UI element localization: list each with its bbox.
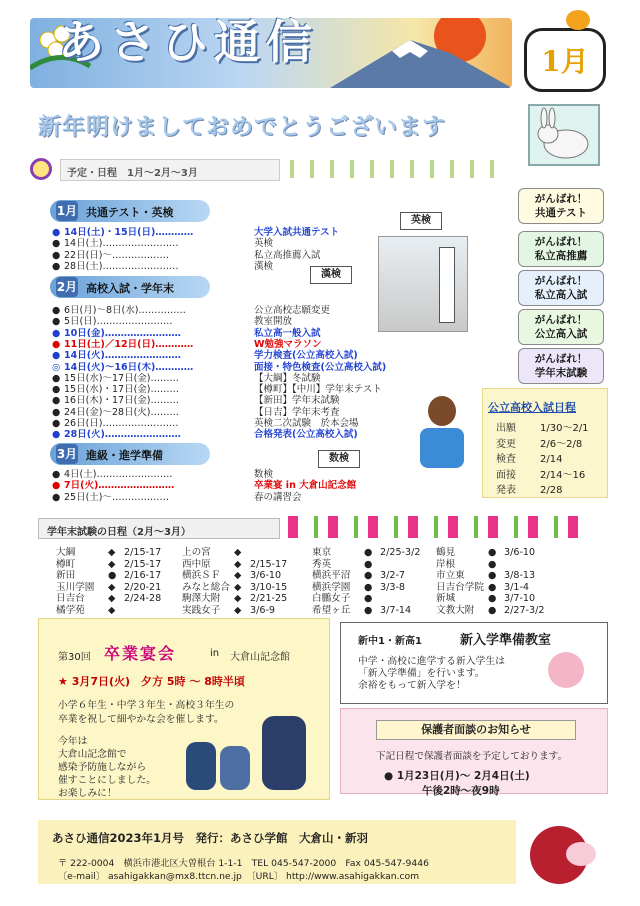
row-event: 面接・特色検査(公立高校入試) (254, 361, 387, 373)
schedule-row (52, 429, 454, 440)
exam-mark: ● (364, 593, 373, 604)
schedule-row (52, 373, 454, 384)
graduation-note: 今年は 大倉山記念館で 感染予防施しながら 催すことにしました。 お楽しみに！ (58, 736, 156, 799)
row-date: 6日(月)～8日(水)…………… (64, 305, 186, 316)
month-badge: 1月 (524, 28, 606, 92)
exam-mark: ◆ (108, 593, 116, 604)
exam-school: 橘学苑 (56, 604, 85, 616)
exam-dates: 3/1-4 (504, 581, 530, 593)
row-bullet: ● (52, 350, 61, 362)
exam-school: 鶴見 (436, 547, 456, 558)
exam-school: 上の宮 (182, 547, 211, 558)
footer-issue: あさひ通信2023年1月号 発行：あさひ学館 大倉山・新羽 (52, 831, 369, 845)
row-event: 合格発表(公立高校入試) (254, 429, 358, 441)
row-date: 22日(日)～……………… (64, 249, 170, 261)
schedule-header: 予定・日程 1月～2月～3月 (60, 159, 280, 181)
exam-school: 市立東 (436, 570, 465, 581)
exam-school: 日吉台学院 (436, 581, 484, 593)
row-event: 【日吉】学年末考査 (254, 406, 340, 418)
exam-mark: ◆ (234, 558, 242, 570)
schedule-row (52, 418, 454, 429)
row-event: 学力検査(公立高校入試) (254, 350, 358, 362)
schedule-row (52, 384, 454, 395)
row-bullet: ● (52, 372, 61, 384)
row-bullet: ● (52, 260, 61, 272)
exam-school: 玉川学園 (56, 581, 95, 593)
student-illustration (410, 392, 472, 472)
exam-mark: ◆ (108, 604, 116, 616)
row-event: 漢検 (254, 260, 274, 272)
row-event: 数検 (254, 469, 274, 480)
row-bullet: ● (52, 305, 61, 316)
new-enrollment-title: 新入学準備教室 (460, 633, 552, 648)
row-event: 【樽町】【中川】学年末テスト (254, 384, 382, 396)
exam-school: 日吉台 (56, 593, 85, 604)
row-event: 春の講習会 (254, 491, 302, 503)
footer-address: 〒 222-0004 横浜市港北区大曽根台 1-1-1 TEL 045-547-2000 Fax 045-547-9446 (58, 858, 429, 869)
exam-mark: ● (488, 547, 497, 558)
schedule-row (52, 362, 454, 373)
row-bullet: ● (52, 406, 61, 418)
row-event: 【大綱】冬試験 (254, 372, 321, 384)
section-mar-num: 3月 (56, 444, 78, 464)
row-bullet: ● (52, 327, 61, 339)
exam-dates: 2/25-3/2 (380, 547, 421, 558)
row-bullet: ● (52, 469, 61, 480)
section-jan (50, 200, 210, 222)
row-event: W勉強マラソン (254, 338, 322, 350)
exam-mark: ● (364, 604, 373, 616)
exam-school: 実践女子 (182, 604, 221, 616)
row-bullet: ● (52, 384, 61, 396)
schedule-row (52, 339, 454, 350)
exam-dates: 3/6-9 (250, 604, 276, 616)
row-date: 10日(金)…………………… (64, 327, 181, 339)
row-date: 26日(日)…………………… (64, 418, 179, 429)
row-bullet: ◎ (52, 361, 61, 373)
exam-dates: 2/15-17 (124, 558, 162, 570)
public-exam-label: 変更 (496, 438, 516, 450)
row-date: 14日(土)・15日(日)………… (64, 227, 194, 238)
exam-school: 横浜平沼 (312, 570, 351, 581)
footer-contact: 〔e-mail〕 asahigakkan@mx8.ttcn.ne.jp 〔URL〕 http://www.asahigakkan.com (58, 871, 420, 882)
exam-school: 東京 (312, 547, 332, 558)
decorative-leaves (290, 160, 510, 178)
graduation-venue: 大倉山記念館 (230, 652, 290, 663)
row-date: 4日(土)…………………… (64, 469, 173, 480)
exam-gate-illustration (378, 236, 468, 332)
row-date: 28日(土)…………………… (64, 260, 179, 272)
exam-dates: 3/8-13 (504, 570, 536, 581)
graduation-desc: 小学６年生・中学３年生・高校３年生の 卒業を祝して細やかな会を催します。 (58, 700, 235, 725)
exam-dates: 2/27-3/2 (504, 604, 545, 616)
row-bullet: ● (52, 227, 61, 238)
exam-mark: ◆ (108, 558, 116, 570)
row-event: 大学入試共通テスト (254, 227, 340, 238)
public-exam-label: 検査 (496, 454, 516, 465)
row-bullet: ● (52, 418, 61, 429)
section-mar (50, 443, 210, 465)
parent-meeting-title: 保護者面談のお知らせ (376, 720, 576, 740)
exam-dates: 2/15-17 (250, 558, 288, 570)
exam-mark: ● (488, 558, 497, 570)
exam-dates: 2/16-17 (124, 570, 162, 581)
exam-school: 新田 (56, 570, 76, 581)
public-exam-date: 2/14 (540, 454, 563, 465)
graduation-date: ★ 3月7日(火) 夕方 5時 ～ 8時半頃 (58, 675, 245, 688)
new-enrollment-sub: 新中1・新高1 (358, 636, 422, 647)
new-enrollment-text: 中学・高校に進学する新入学生は 「新入学準備」を行います。 余裕をもって新入学を！ (358, 656, 505, 691)
exam-school: 横浜学園 (312, 581, 351, 593)
clock-icon (30, 158, 52, 180)
cheer-box-public-exam: がんばれ！ 公立高入試 (518, 309, 604, 345)
row-date: 5日(日)…………………… (64, 316, 173, 328)
rabbit-illustration (528, 104, 600, 166)
exam-mark: ● (364, 570, 373, 581)
parent-meeting-text: 下記日程で保護者面談を予定しております。 (376, 751, 568, 762)
row-date: 16日(木)・17日(金)……… (64, 395, 180, 407)
cheer-box-year-end: がんばれ！ 学年末試験 (518, 348, 604, 384)
exam-mark: ● (488, 581, 497, 593)
row-event: 英検二次試験 於本会場 (254, 418, 359, 429)
row-event: 教室開放 (254, 316, 293, 328)
schedule-row (52, 395, 454, 406)
row-event: 【新田】学年末試験 (254, 395, 340, 407)
row-bullet: ● (52, 395, 61, 407)
row-event: 私立高一般入試 (254, 327, 321, 339)
exam-mark: ◆ (234, 547, 242, 558)
parent-meeting-time: 午後2時～夜9時 (422, 785, 500, 797)
exam-school: 白鵬女子 (312, 593, 351, 604)
row-bullet: ● (52, 429, 61, 441)
exam-school: 駒澤大附 (182, 593, 221, 604)
row-date: 15日(水)・17日(金)……… (64, 384, 180, 396)
section-jan-title: 共通テスト・英検 (86, 206, 174, 219)
exam-school: 大綱 (56, 547, 76, 558)
schedule-row (52, 407, 454, 418)
plum-blossom-icon (548, 652, 584, 688)
exam-dates: 3/6-10 (504, 547, 536, 558)
exam-mark: ● (488, 604, 497, 616)
public-exam-label: 出願 (496, 423, 516, 434)
sakura-icon (566, 842, 596, 866)
exam-dates: 3/7-10 (504, 593, 536, 604)
public-exam-label: 面接 (496, 469, 516, 481)
row-date: 14日(土)…………………… (64, 238, 179, 250)
parent-meeting-date: ● 1月23日(月)～ 2月4日(土) (384, 770, 530, 782)
exam-school: みなと総合 (182, 581, 230, 593)
row-event: 卒業宴 in 大倉山記念館 (254, 480, 357, 492)
exam-mark: ● (364, 547, 373, 558)
new-year-greeting: 新年明けましておめでとうございます (38, 113, 446, 140)
row-date: 7日(火)…………………… (64, 480, 175, 492)
exam-mark: ◆ (234, 581, 242, 593)
exam-mark: ● (364, 581, 373, 593)
row-date: 24日(金)～28日(火)……… (64, 406, 180, 418)
cheer-box-private-exam: がんばれ！ 私立高入試 (518, 270, 604, 306)
row-date: 11日(土)／12日(日)………… (64, 338, 194, 350)
exam-school: 新城 (436, 593, 456, 604)
cheer-box-common-test: がんばれ！ 共通テスト (518, 188, 604, 224)
exam-school: 希望ヶ丘 (312, 604, 351, 616)
rabbit-icon (530, 106, 598, 164)
row-bullet: ● (52, 238, 61, 250)
row-bullet: ● (52, 491, 61, 503)
exam-dates: 3/7-14 (380, 604, 412, 616)
public-exam-title: 公立高校入試日程 (488, 401, 576, 414)
newsletter-title: あさひ通信 (58, 15, 318, 69)
row-date: 15日(水)～17日(金)……… (64, 372, 180, 384)
schedule-row (52, 480, 454, 491)
exam-dates: 2/21-25 (250, 593, 288, 604)
row-event: 英検 (254, 238, 274, 250)
exam-dates: 2/15-17 (124, 547, 162, 558)
exam-mark: ◆ (234, 604, 242, 616)
row-bullet: ● (52, 316, 61, 328)
eiken-tag: 英検 (400, 212, 442, 230)
graduation-in: in (210, 648, 220, 659)
cheer-box-private-rec: がんばれ！ 私立高推薦 (518, 231, 604, 267)
public-exam-label: 発表 (496, 485, 516, 496)
schedule-row (52, 350, 454, 361)
row-date: 14日(火)…………………… (64, 350, 181, 362)
schedule-row (52, 469, 454, 480)
row-date: 14日(火)～16日(木)………… (64, 361, 194, 373)
graduation-num: 第30回 (58, 652, 91, 663)
exam-dates: 3/6-10 (250, 570, 282, 581)
public-exam-date: 2/6～2/8 (540, 438, 583, 450)
public-exam-date: 2/14～16 (540, 469, 586, 481)
row-bullet: ● (52, 480, 61, 492)
section-feb-title: 高校入試・学年末 (86, 282, 174, 295)
schedule-row (52, 492, 454, 503)
public-exam-date: 2/28 (540, 485, 563, 496)
suken-tag: 数検 (318, 450, 360, 468)
exam-mark: ◆ (234, 570, 242, 581)
mandarin-icon (566, 10, 590, 30)
row-bullet: ● (52, 338, 61, 350)
exam-mark: ◆ (108, 547, 116, 558)
exam-dates: 3/2-7 (380, 570, 406, 581)
section-feb (50, 276, 210, 298)
exam-mark: ◆ (234, 593, 242, 604)
exam-dates: 3/3-8 (380, 581, 406, 593)
exam-school: 文教大附 (436, 604, 475, 616)
exam-school: 西中原 (182, 558, 211, 570)
exam-mark: ● (364, 558, 373, 570)
row-bullet: ● (52, 249, 61, 261)
graduates-illustration (186, 716, 314, 792)
exam-mark: ◆ (108, 581, 116, 593)
exam-school: 横浜ＳＦ (182, 570, 221, 581)
exam-dates: 3/10-15 (250, 581, 288, 593)
graduation-title: 卒業宴会 (104, 644, 177, 663)
exam-mark: ● (488, 570, 497, 581)
section-mar-title: 進級・進学準備 (86, 449, 163, 462)
exam-school: 秀英 (312, 558, 332, 570)
row-date: 28日(火)…………………… (64, 429, 181, 441)
year-end-exam-header: 学年末試験の日程（2月～3月） (38, 518, 280, 539)
exam-mark: ● (488, 593, 497, 604)
exam-mark: ● (108, 570, 117, 581)
exam-dates: 2/20-21 (124, 581, 162, 593)
row-event: 私立高推薦入試 (254, 249, 321, 261)
row-date: 25日(土)～……………… (64, 491, 170, 503)
exam-school: 岸根 (436, 558, 456, 570)
tulip-decoration (288, 516, 592, 538)
section-feb-num: 2月 (56, 277, 78, 297)
exam-dates: 2/24-28 (124, 593, 162, 604)
section-jan-num: 1月 (56, 201, 78, 221)
exam-school: 樽町 (56, 558, 76, 570)
public-exam-date: 1/30～2/1 (540, 423, 589, 434)
kanken-tag: 漢検 (310, 266, 352, 284)
row-event: 公立高校志願変更 (254, 305, 331, 316)
